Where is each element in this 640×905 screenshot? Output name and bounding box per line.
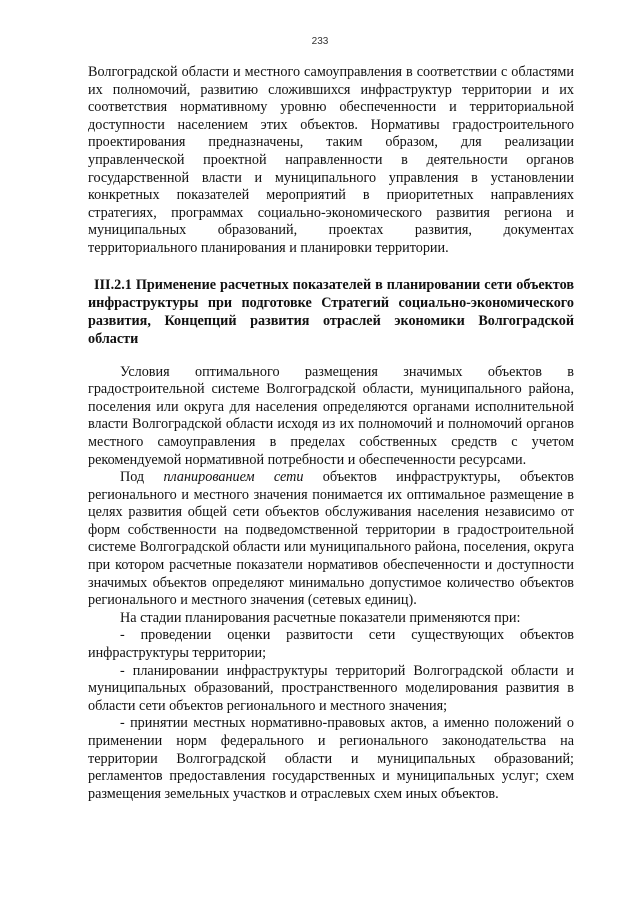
paragraph-stage: На стадии планирования расчетные показатели применяются при: xyxy=(120,609,521,626)
list-item: - планировании инфраструктуры территорий Волгоградской области и муниципальных образований, пространственного моделирования развития в области сети объектов регионального и местного значения; xyxy=(88,662,574,714)
section-heading: III.2.1 Применение расчетных показателей в планировании сети объектов инфраструктуры при подготовке Стратегий социально-экономического развития, Концепций развития отраслей экономики Волгоградской области xyxy=(88,276,574,347)
page-content xyxy=(88,64,574,803)
page-number: 233 xyxy=(311,36,329,47)
paragraph-planning xyxy=(88,469,574,610)
paragraph-planning-rest: объектов инфраструктуры, объектов регионального и местного значения понимается их оптимальное размещение в целях развития общей сети объектов обслуживания населения независимо от форм собственности на подведомственной территории в градостроительной системе Волгоградской области или муниципального района, поселения, округа при котором расчетные показатели нормативов обеспеченности и доступности значимых объектов определяют минимально допустимое количество объектов регионального и местного значения (сетевых единиц). xyxy=(88,469,574,609)
intro-paragraph: Волгоградской области и местного самоуправления в соответствии с областями их полномочий, развитию сложившихся инфраструктур территории и их соответствия нормативному уровню обеспеченности и территориальной доступности населением этих объектов. Нормативы градостроительного проектирования предназначены, таким образом, для реализации управленческой проектной направленности в деятельности органов государственной власти и муниципального управления в установлении конкретных показателей мероприятий в приоритетных направлениях стратегиях, программах социально-экономического развития региона и муниципальных образований, проектах развития, документах территориального планирования и планировки территории. xyxy=(88,64,574,256)
planning-term: планированием сети xyxy=(163,469,304,486)
list-item: - принятии местных нормативно-правовых актов, а именно положений о применении норм федерального и регионального законодательства на территории Волгоградской области и муниципальных образований; регламентов предоставления государственных и муниципальных услуг; схем размещения земельных участков и отраслевых схем иных объектов. xyxy=(88,715,574,802)
paragraph-planning-lead: Под xyxy=(120,469,164,486)
paragraph-conditions: Условия оптимального размещения значимых объектов в градостроительной системе Волгоградской области, муниципального района, поселения или округа для населения определяются органами исполнительной власти Волгоградской области исходя из их полномочий и полномочий органов местного самоуправления в пределах собственных средств с учетом рекомендуемой нормативной потребности и обеспеченности ресурсами. xyxy=(88,363,574,468)
list-item: - проведении оценки развитости сети существующих объектов инфраструктуры территории; xyxy=(88,627,574,662)
